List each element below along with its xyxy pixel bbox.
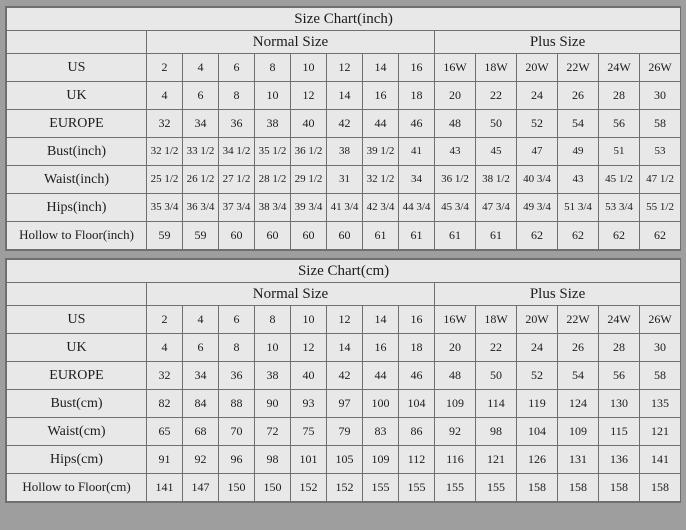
cell: 46 [399,110,435,138]
row-label: EUROPE [7,362,147,390]
cell: 121 [640,418,681,446]
cell: 36 1/2 [435,166,476,194]
cell: 8 [219,334,255,362]
cell: 45 [476,138,517,166]
cell: 14 [327,334,363,362]
cell: 36 [219,362,255,390]
cell: 24W [599,54,640,82]
cell: 32 1/2 [363,166,399,194]
cell: 155 [476,474,517,502]
cell: 50 [476,362,517,390]
cell: 4 [183,306,219,334]
cell: 28 1/2 [255,166,291,194]
cell: 31 [327,166,363,194]
cell: 8 [219,82,255,110]
cell: 36 [219,110,255,138]
cell: 38 1/2 [476,166,517,194]
cell: 10 [291,54,327,82]
cell: 22 [476,334,517,362]
cell: 68 [183,418,219,446]
row-label: Hips(inch) [7,194,147,222]
cell: 26 1/2 [183,166,219,194]
cell: 79 [327,418,363,446]
cell: 158 [558,474,599,502]
cell: 22 [476,82,517,110]
cell: 20W [517,54,558,82]
cell: 84 [183,390,219,418]
cell: 27 1/2 [219,166,255,194]
cell: 65 [147,418,183,446]
cell: 36 1/2 [291,138,327,166]
title-row [7,8,681,31]
cell: 40 [291,110,327,138]
group-normal-size: Normal Size [147,31,435,54]
cell: 16 [399,54,435,82]
cell: 35 3/4 [147,194,183,222]
cell: 88 [219,390,255,418]
cell: 92 [435,418,476,446]
row-label: Waist(inch) [7,166,147,194]
cell: 16 [399,306,435,334]
cell: 39 1/2 [363,138,399,166]
cell: 12 [291,334,327,362]
cell: 22W [558,54,599,82]
cell: 155 [363,474,399,502]
cell: 48 [435,110,476,138]
table-row [7,166,681,194]
cell: 90 [255,390,291,418]
cell: 8 [255,306,291,334]
table-row [7,474,681,502]
cell: 93 [291,390,327,418]
cell: 36 3/4 [183,194,219,222]
size-chart-cm-table [6,259,681,502]
cell: 37 3/4 [219,194,255,222]
cell: 20 [435,334,476,362]
cell: 33 1/2 [183,138,219,166]
cell: 109 [558,418,599,446]
cell: 44 [363,362,399,390]
cell: 100 [363,390,399,418]
cell: 83 [363,418,399,446]
cell: 52 [517,362,558,390]
cell: 109 [435,390,476,418]
row-label: UK [7,82,147,110]
cell: 60 [255,222,291,250]
cell: 60 [219,222,255,250]
cell: 104 [399,390,435,418]
cell: 18 [399,82,435,110]
cell: 54 [558,362,599,390]
cell: 45 1/2 [599,166,640,194]
row-label: UK [7,334,147,362]
cell: 43 [558,166,599,194]
cell: 42 [327,110,363,138]
cell: 48 [435,362,476,390]
cell: 47 1/2 [640,166,681,194]
cell: 104 [517,418,558,446]
cell: 72 [255,418,291,446]
cell: 124 [558,390,599,418]
cell: 62 [517,222,558,250]
cell: 126 [517,446,558,474]
cell: 28 [599,334,640,362]
cell: 114 [476,390,517,418]
row-label: Hollow to Floor(cm) [7,474,147,502]
cell: 97 [327,390,363,418]
cell: 150 [255,474,291,502]
cell: 12 [327,54,363,82]
cell: 58 [640,110,681,138]
chart-title: Size Chart(cm) [7,260,681,283]
cell: 38 [255,110,291,138]
cell: 53 3/4 [599,194,640,222]
cell: 35 1/2 [255,138,291,166]
cell: 24W [599,306,640,334]
cell: 152 [327,474,363,502]
cell: 55 1/2 [640,194,681,222]
cell: 60 [291,222,327,250]
table-row [7,54,681,82]
cell: 47 [517,138,558,166]
cell: 2 [147,306,183,334]
group-plus-size: Plus Size [435,31,681,54]
table-row [7,82,681,110]
cell: 98 [476,418,517,446]
cell: 158 [640,474,681,502]
cell: 109 [363,446,399,474]
cell: 41 [399,138,435,166]
cell: 56 [599,362,640,390]
cell: 38 [327,138,363,166]
cell: 101 [291,446,327,474]
cell: 52 [517,110,558,138]
cell: 62 [599,222,640,250]
cell: 26 [558,82,599,110]
cell: 43 [435,138,476,166]
cell: 59 [147,222,183,250]
cell: 12 [327,306,363,334]
cell: 50 [476,110,517,138]
cell: 98 [255,446,291,474]
cell: 49 [558,138,599,166]
cell: 150 [219,474,255,502]
cell: 44 3/4 [399,194,435,222]
group-header-row [7,283,681,306]
cell: 25 1/2 [147,166,183,194]
corner-cell [7,283,147,306]
cell: 39 3/4 [291,194,327,222]
cell: 40 3/4 [517,166,558,194]
cell: 40 [291,362,327,390]
cell: 158 [517,474,558,502]
row-label: US [7,54,147,82]
cell: 18W [476,306,517,334]
cell: 4 [183,54,219,82]
size-chart-cm [5,258,681,503]
cell: 119 [517,390,558,418]
cell: 16W [435,306,476,334]
cell: 92 [183,446,219,474]
cell: 34 1/2 [219,138,255,166]
cell: 105 [327,446,363,474]
cell: 61 [435,222,476,250]
table-row [7,222,681,250]
cell: 158 [599,474,640,502]
cell: 8 [255,54,291,82]
table-row [7,194,681,222]
cell: 61 [476,222,517,250]
cell: 2 [147,54,183,82]
table-row [7,110,681,138]
cell: 53 [640,138,681,166]
cell: 14 [363,306,399,334]
table-row [7,306,681,334]
cell: 51 [599,138,640,166]
cell: 54 [558,110,599,138]
cell: 24 [517,82,558,110]
cell: 96 [219,446,255,474]
cell: 22W [558,306,599,334]
title-row [7,260,681,283]
size-chart-inch [5,6,681,251]
cell: 6 [219,54,255,82]
cell: 135 [640,390,681,418]
cell: 75 [291,418,327,446]
size-chart-inch-table [6,7,681,250]
cell: 141 [147,474,183,502]
cell: 14 [327,82,363,110]
cell: 61 [363,222,399,250]
corner-cell [7,31,147,54]
row-label: Hollow to Floor(inch) [7,222,147,250]
cell: 32 1/2 [147,138,183,166]
cell: 45 3/4 [435,194,476,222]
cell: 10 [255,82,291,110]
cell: 82 [147,390,183,418]
row-label: Bust(inch) [7,138,147,166]
cell: 51 3/4 [558,194,599,222]
cell: 10 [291,306,327,334]
cell: 6 [219,306,255,334]
row-label: US [7,306,147,334]
cell: 62 [558,222,599,250]
cell: 24 [517,334,558,362]
cell: 42 3/4 [363,194,399,222]
cell: 32 [147,110,183,138]
cell: 86 [399,418,435,446]
cell: 26 [558,334,599,362]
table-row [7,418,681,446]
row-label: EUROPE [7,110,147,138]
cell: 14 [363,54,399,82]
table-row [7,334,681,362]
cell: 26W [640,306,681,334]
cell: 34 [399,166,435,194]
cell: 116 [435,446,476,474]
cell: 38 3/4 [255,194,291,222]
cell: 10 [255,334,291,362]
group-normal-size: Normal Size [147,283,435,306]
cell: 155 [435,474,476,502]
cell: 47 3/4 [476,194,517,222]
cell: 20 [435,82,476,110]
cell: 61 [399,222,435,250]
row-label: Hips(cm) [7,446,147,474]
row-label: Bust(cm) [7,390,147,418]
cell: 18W [476,54,517,82]
cell: 112 [399,446,435,474]
table-row [7,138,681,166]
cell: 29 1/2 [291,166,327,194]
row-label: Waist(cm) [7,418,147,446]
cell: 56 [599,110,640,138]
cell: 49 3/4 [517,194,558,222]
chart-title: Size Chart(inch) [7,8,681,31]
cell: 12 [291,82,327,110]
table-row [7,446,681,474]
cell: 60 [327,222,363,250]
cell: 28 [599,82,640,110]
cell: 18 [399,334,435,362]
cell: 6 [183,82,219,110]
cell: 16W [435,54,476,82]
cell: 34 [183,110,219,138]
cell: 38 [255,362,291,390]
cell: 130 [599,390,640,418]
cell: 34 [183,362,219,390]
cell: 91 [147,446,183,474]
cell: 62 [640,222,681,250]
cell: 131 [558,446,599,474]
cell: 136 [599,446,640,474]
cell: 44 [363,110,399,138]
cell: 16 [363,334,399,362]
cell: 4 [147,334,183,362]
cell: 30 [640,334,681,362]
cell: 30 [640,82,681,110]
cell: 6 [183,334,219,362]
group-plus-size: Plus Size [435,283,681,306]
table-row [7,362,681,390]
cell: 147 [183,474,219,502]
cell: 4 [147,82,183,110]
cell: 42 [327,362,363,390]
cell: 41 3/4 [327,194,363,222]
cell: 20W [517,306,558,334]
cell: 32 [147,362,183,390]
cell: 115 [599,418,640,446]
cell: 58 [640,362,681,390]
cell: 16 [363,82,399,110]
cell: 141 [640,446,681,474]
table-row [7,390,681,418]
cell: 46 [399,362,435,390]
group-header-row [7,31,681,54]
cell: 70 [219,418,255,446]
cell: 26W [640,54,681,82]
cell: 121 [476,446,517,474]
cell: 152 [291,474,327,502]
cell: 59 [183,222,219,250]
cell: 155 [399,474,435,502]
